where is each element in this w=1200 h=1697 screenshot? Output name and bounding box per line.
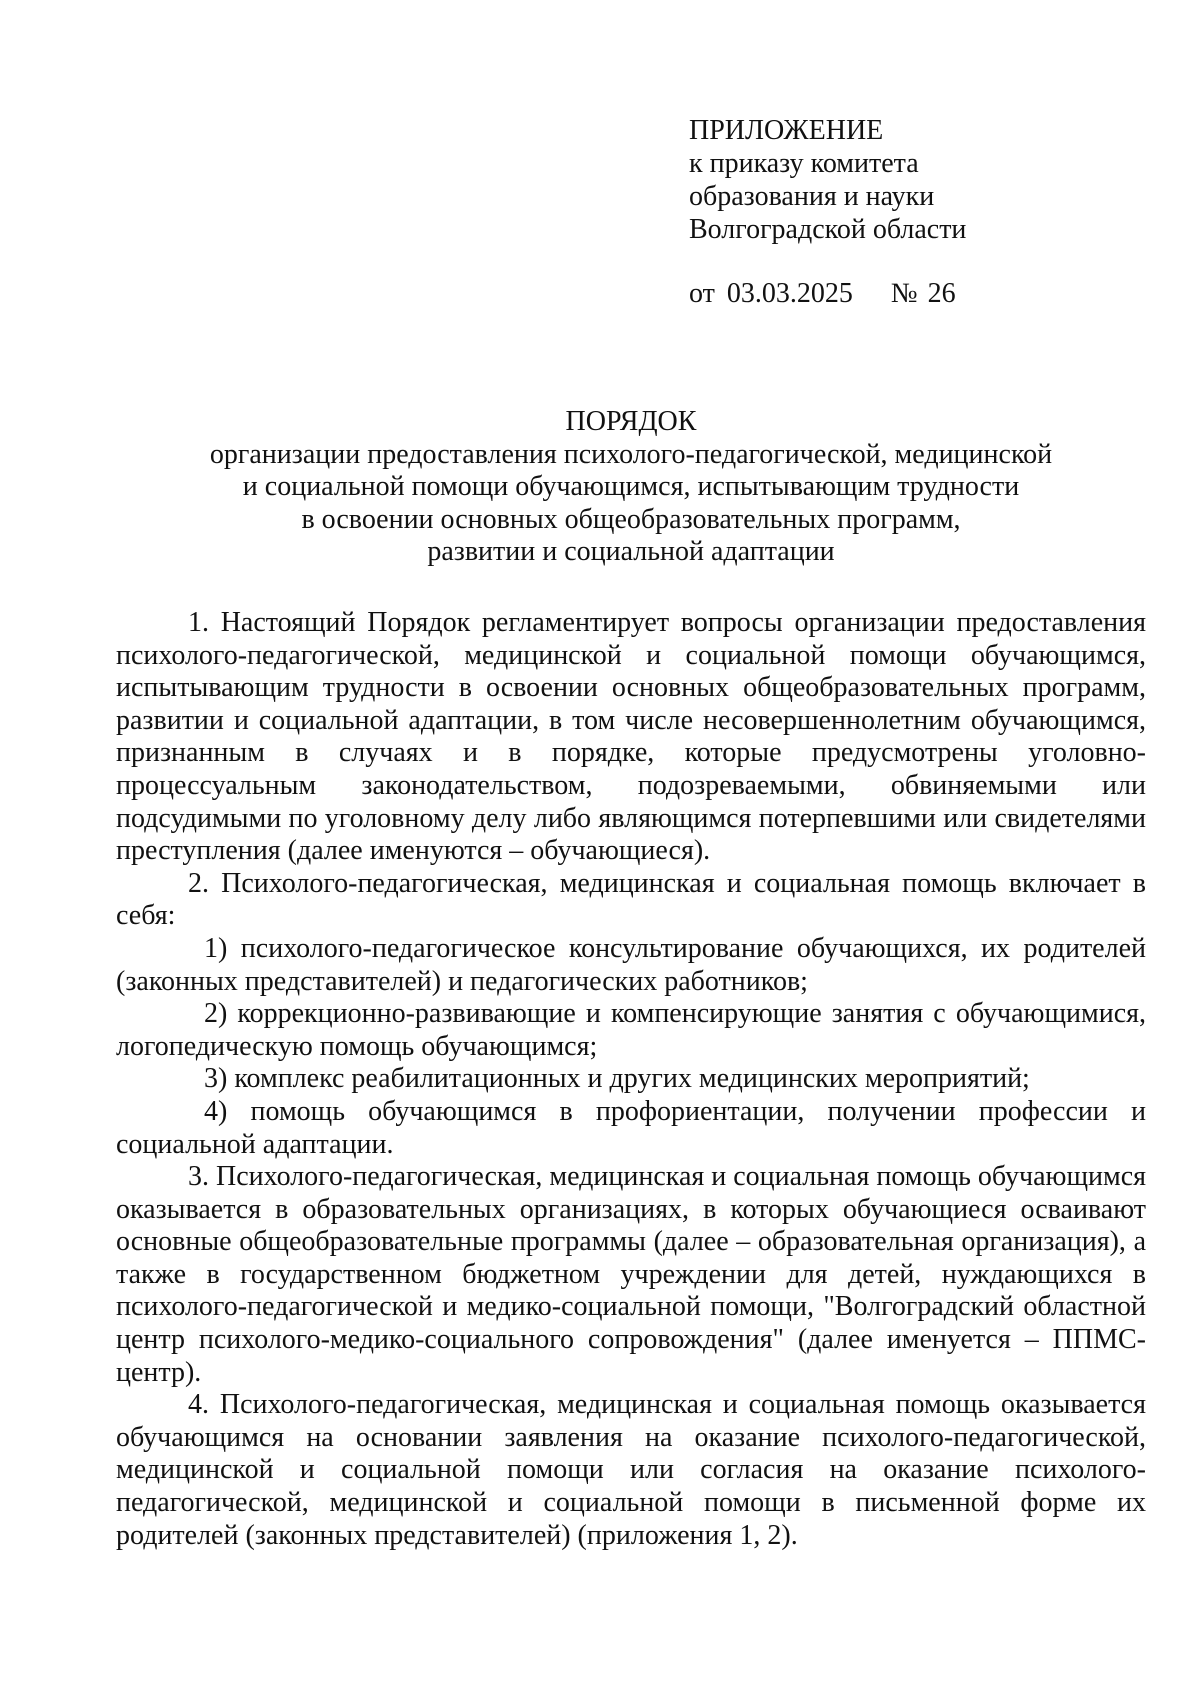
appendix-line: к приказу комитета xyxy=(689,148,919,179)
order-reference xyxy=(689,277,956,310)
list-item-2: 2) коррекционно-развивающие и компенсирующие занятия с обучающимися, логопедическую помощь обучающимся; xyxy=(116,998,1146,1062)
order-number-label: № xyxy=(890,278,918,309)
list-item-1: 1) психолого-педагогическое консультирование обучающихся, их родителей (законных представителей) и педагогических работников; xyxy=(116,932,1146,997)
appendix-line: образования и науки xyxy=(689,181,935,212)
order-number: 26 xyxy=(927,278,956,309)
title-heading: ПОРЯДОК xyxy=(565,406,697,437)
appendix-header xyxy=(689,114,1109,246)
order-from-label: от xyxy=(689,278,715,309)
list-item-3: 3) комплекс реабилитационных и других медицинских мероприятий; xyxy=(204,1063,1030,1095)
title-line: развитии и социальной адаптации xyxy=(427,536,835,567)
paragraph-3: 3. Психолого-педагогическая, медицинская и социальная помощь обучающимся оказывается в образовательных организациях, в которых обучающиеся осваивают основные общеобразовательные программы (далее – образовательная организация), а также в государственном бюджетном учреждении для детей, нуждающихся в психолого-педагогической и медико-социальной помощи, "Волгоградский областной центр психолого-медико-социального сопровождения" (далее именуется – ППМС-центр). xyxy=(116,1161,1147,1388)
paragraph-1: 1. Настоящий Порядок регламентирует вопросы организации предоставления психолого-педагогической, медицинской и социальной помощи обучающимся, испытывающим трудности в освоении основных общеобразовательных программ, развитии и социальной адаптации, в том числе несовершеннолетним обучающимся, признанным в случаях и в порядке, которые предусмотрены уголовно-процессуальным законодательством, подозреваемыми, обвиняемыми или подсудимыми по уголовному делу либо являющимся потерпевшими или свидетелями преступления (далее именуются – обучающиеся). xyxy=(116,607,1146,867)
appendix-title: ПРИЛОЖЕНИЕ xyxy=(689,115,884,146)
paragraph-4: 4. Психолого-педагогическая, медицинская и социальная помощь оказывается обучающимся на основании заявления на оказание психолого-педагогической, медицинской и социальной помощи или согласия на оказание психолого-педагогической, медицинской и социальной помощи в письменной форме их родителей (законных представителей) (приложения 1, 2). xyxy=(116,1389,1146,1551)
document-title xyxy=(116,406,1146,569)
list-item-4: 4) помощь обучающимся в профориентации, получении профессии и социальной адаптации. xyxy=(116,1095,1146,1160)
title-line: и социальной помощи обучающимся, испытывающим трудности xyxy=(242,471,1020,502)
title-line: в освоении основных общеобразовательных программ, xyxy=(301,503,961,535)
title-line: организации предоставления психолого-педагогической, медицинской xyxy=(209,438,1053,470)
order-date: 03.03.2025 xyxy=(726,278,853,309)
paragraph-2: 2. Психолого-педагогическая, медицинская и социальная помощь включает в себя: xyxy=(116,867,1146,932)
document-body xyxy=(116,607,1146,1552)
appendix-line: Волгоградской области xyxy=(689,214,967,245)
